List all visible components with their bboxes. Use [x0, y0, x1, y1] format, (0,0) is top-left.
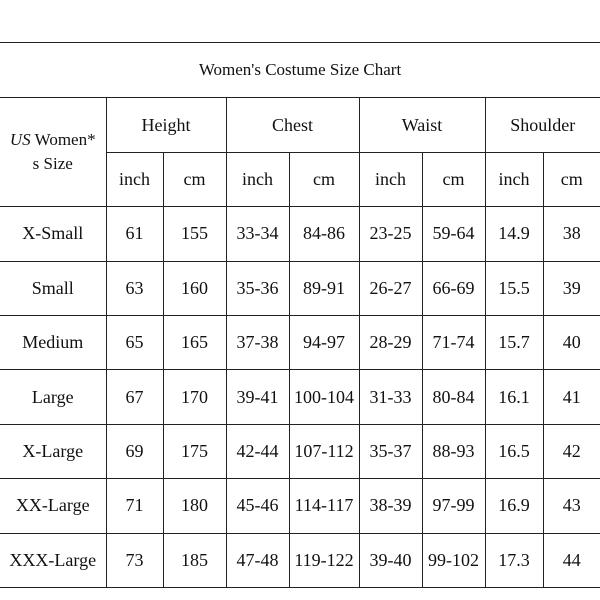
table-cell: 37-38 — [226, 316, 289, 370]
size-header-line1: Women* — [34, 129, 96, 149]
table-cell: 33-34 — [226, 207, 289, 261]
table-cell: 40 — [543, 316, 600, 370]
table-cell: 94-97 — [289, 316, 359, 370]
table-cell: 39 — [543, 261, 600, 315]
table-cell: 89-91 — [289, 261, 359, 315]
table-row — [0, 479, 600, 533]
table-cell: 66-69 — [422, 261, 485, 315]
size-label: XXX-Large — [0, 533, 106, 587]
table-cell: 43 — [543, 479, 600, 533]
waist-header: Waist — [359, 98, 485, 152]
table-row — [0, 424, 600, 478]
table-cell: 16.1 — [485, 370, 543, 424]
chart-title: Women's Costume Size Chart — [0, 43, 600, 98]
unit-header: inch — [106, 152, 163, 206]
table-cell: 61 — [106, 207, 163, 261]
table-cell: 23-25 — [359, 207, 422, 261]
unit-header: inch — [226, 152, 289, 206]
table-cell: 100-104 — [289, 370, 359, 424]
table-cell: 41 — [543, 370, 600, 424]
table-row — [0, 370, 600, 424]
table-cell: 39-41 — [226, 370, 289, 424]
unit-header: cm — [163, 152, 226, 206]
table-cell: 69 — [106, 424, 163, 478]
unit-header: cm — [543, 152, 600, 206]
table-cell: 80-84 — [422, 370, 485, 424]
table-cell: 31-33 — [359, 370, 422, 424]
table-cell: 15.7 — [485, 316, 543, 370]
table-cell: 180 — [163, 479, 226, 533]
size-label: Small — [0, 261, 106, 315]
table-cell: 16.9 — [485, 479, 543, 533]
table-cell: 170 — [163, 370, 226, 424]
table-cell: 38 — [543, 207, 600, 261]
table-cell: 155 — [163, 207, 226, 261]
table-cell: 67 — [106, 370, 163, 424]
table-cell: 15.5 — [485, 261, 543, 315]
size-chart — [0, 42, 600, 588]
table-cell: 42 — [543, 424, 600, 478]
table-row — [0, 261, 600, 315]
size-header-prefix: US — [9, 129, 31, 149]
table-cell: 88-93 — [422, 424, 485, 478]
table-cell: 45-46 — [226, 479, 289, 533]
table-row — [0, 533, 600, 587]
table-cell: 71 — [106, 479, 163, 533]
size-label: X-Small — [0, 207, 106, 261]
table-cell: 42-44 — [226, 424, 289, 478]
unit-header: cm — [422, 152, 485, 206]
table-cell: 44 — [543, 533, 600, 587]
size-column-header — [0, 98, 106, 207]
table-row — [0, 207, 600, 261]
table-cell: 114-117 — [289, 479, 359, 533]
shoulder-header: Shoulder — [485, 98, 600, 152]
unit-header: inch — [359, 152, 422, 206]
table-cell: 47-48 — [226, 533, 289, 587]
table-cell: 73 — [106, 533, 163, 587]
table-cell: 59-64 — [422, 207, 485, 261]
table-cell: 14.9 — [485, 207, 543, 261]
table-cell: 39-40 — [359, 533, 422, 587]
height-header: Height — [106, 98, 226, 152]
table-cell: 84-86 — [289, 207, 359, 261]
table-cell: 63 — [106, 261, 163, 315]
table-cell: 65 — [106, 316, 163, 370]
size-label: XX-Large — [0, 479, 106, 533]
table-cell: 175 — [163, 424, 226, 478]
table-cell: 185 — [163, 533, 226, 587]
table-cell: 160 — [163, 261, 226, 315]
chest-header: Chest — [226, 98, 359, 152]
size-label: Medium — [0, 316, 106, 370]
table-cell: 165 — [163, 316, 226, 370]
unit-header: cm — [289, 152, 359, 206]
table-cell: 71-74 — [422, 316, 485, 370]
table-cell: 97-99 — [422, 479, 485, 533]
table-cell: 35-37 — [359, 424, 422, 478]
size-chart-table — [0, 42, 600, 588]
table-cell: 26-27 — [359, 261, 422, 315]
size-label: X-Large — [0, 424, 106, 478]
table-row — [0, 316, 600, 370]
size-header-line2: s Size — [32, 154, 73, 174]
table-cell: 28-29 — [359, 316, 422, 370]
table-cell: 38-39 — [359, 479, 422, 533]
table-cell: 16.5 — [485, 424, 543, 478]
table-cell: 17.3 — [485, 533, 543, 587]
table-cell: 99-102 — [422, 533, 485, 587]
table-cell: 35-36 — [226, 261, 289, 315]
table-cell: 119-122 — [289, 533, 359, 587]
table-cell: 107-112 — [289, 424, 359, 478]
size-label: Large — [0, 370, 106, 424]
unit-header: inch — [485, 152, 543, 206]
